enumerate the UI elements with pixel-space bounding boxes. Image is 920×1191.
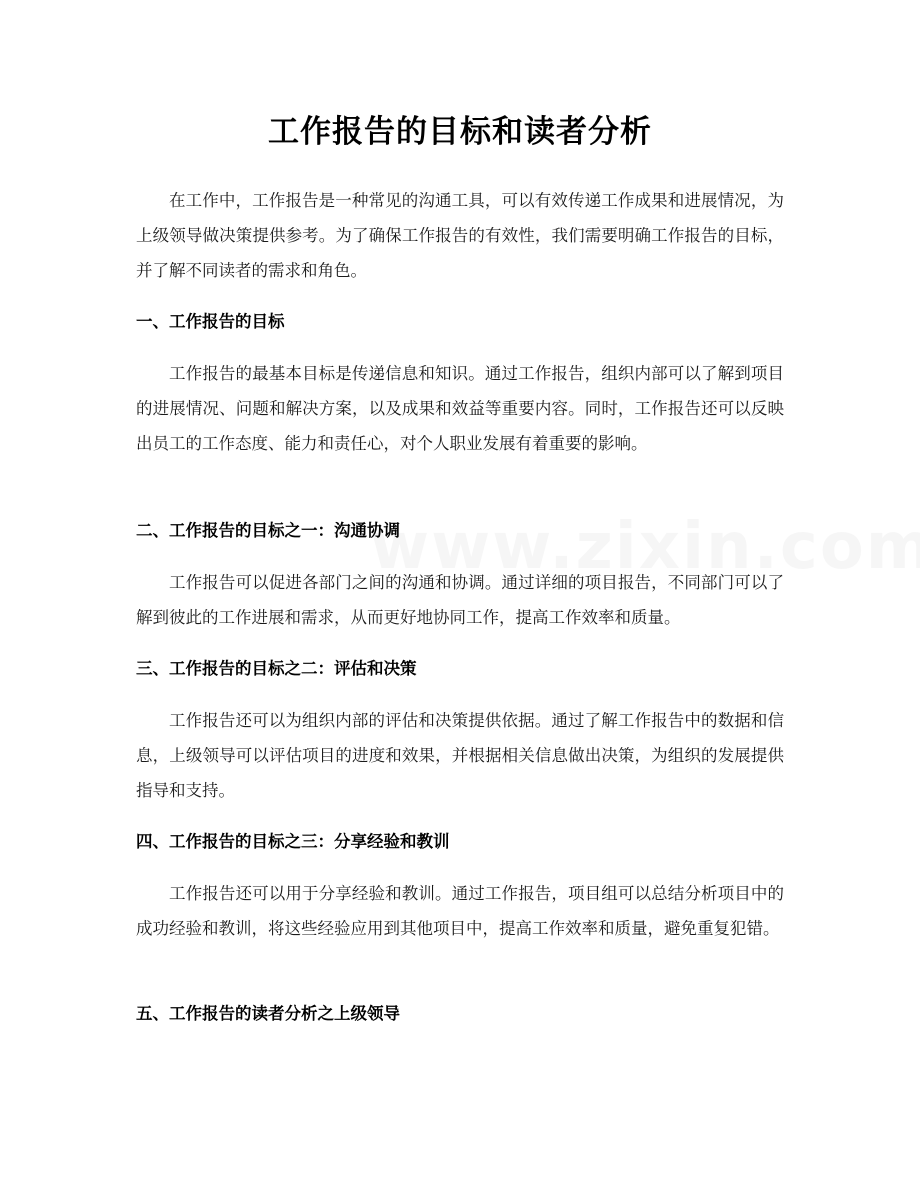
intro-paragraph: 在工作中，工作报告是一种常见的沟通工具，可以有效传递工作成果和进展情况，为上级领导做决策提供参考。为了确保工作报告的有效性，我们需要明确工作报告的目标，并了解不同读者的需求和角色。 bbox=[136, 191, 784, 280]
section-paragraph-3: 工作报告还可以为组织内部的评估和决策提供依据。通过了解工作报告中的数据和信息，上级领导可以评估项目的进度和效果，并根据相关信息做出决策，为组织的发展提供指导和支持。 bbox=[136, 711, 784, 800]
section-heading-3: 三、工作报告的目标之二：评估和决策 bbox=[136, 659, 417, 678]
section-paragraph-2: 工作报告可以促进各部门之间的沟通和协调。通过详细的项目报告，不同部门可以了解到彼此的工作进展和需求，从而更好地协同工作，提高工作效率和质量。 bbox=[136, 573, 784, 627]
section-heading-5: 五、工作报告的读者分析之上级领导 bbox=[136, 1004, 400, 1023]
section-heading-4: 四、工作报告的目标之三：分享经验和教训 bbox=[136, 832, 450, 851]
document-title: 工作报告的目标和读者分析 bbox=[268, 114, 652, 150]
section-heading-2: 二、工作报告的目标之一：沟通协调 bbox=[136, 521, 400, 540]
section-heading-1: 一、工作报告的目标 bbox=[136, 312, 285, 331]
section-paragraph-1: 工作报告的最基本目标是传递信息和知识。通过工作报告，组织内部可以了解到项目的进展情况、问题和解决方案，以及成果和效益等重要内容。同时，工作报告还可以反映出员工的工作态度、能力和责任心，对个人职业发展有着重要的影响。 bbox=[136, 364, 784, 453]
section-paragraph-4: 工作报告还可以用于分享经验和教训。通过工作报告，项目组可以总结分析项目中的成功经验和教训，将这些经验应用到其他项目中，提高工作效率和质量，避免重复犯错。 bbox=[136, 884, 784, 938]
